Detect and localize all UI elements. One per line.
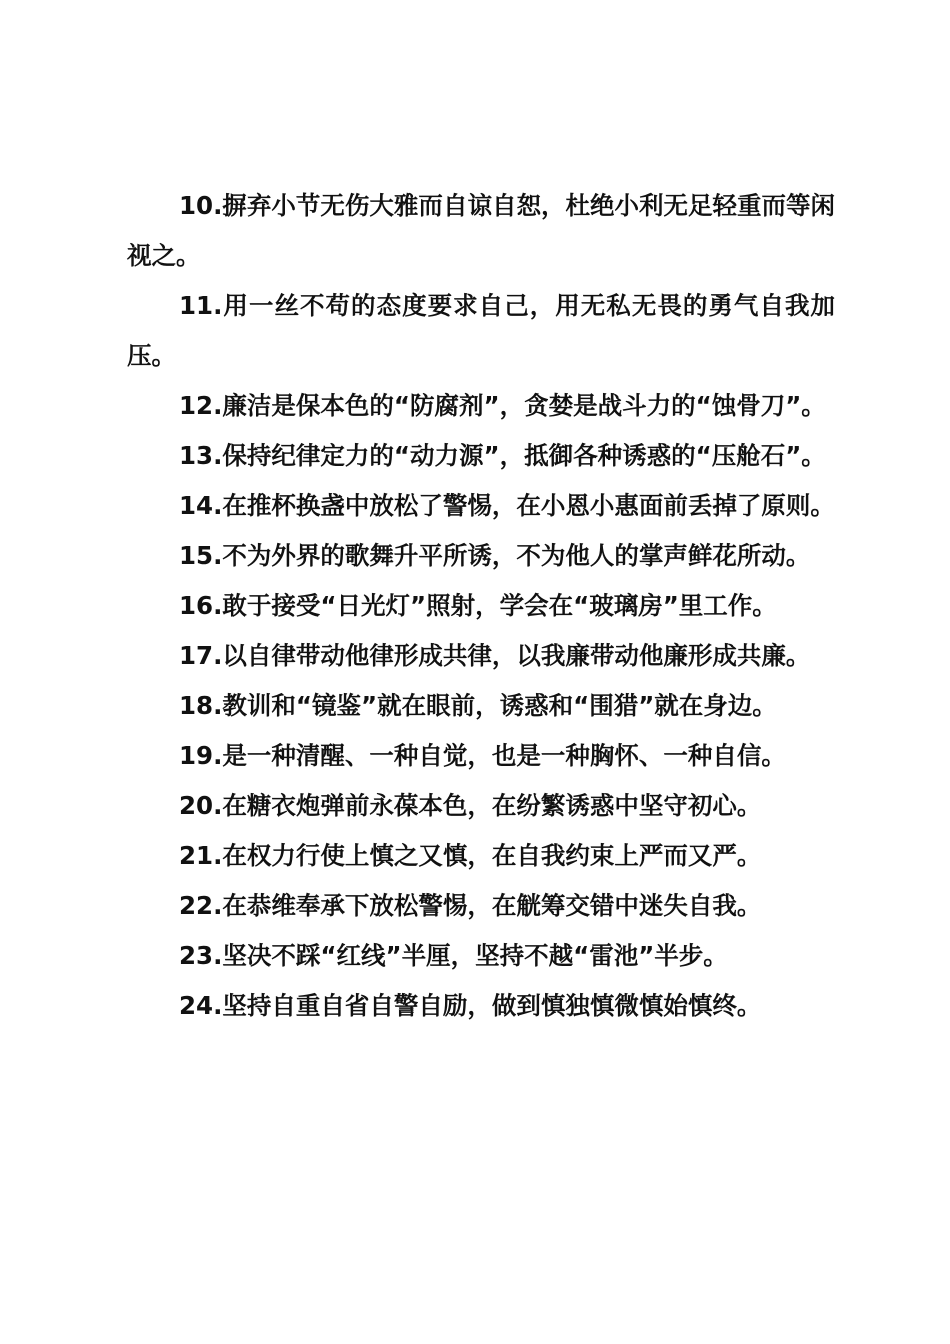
list-item-18: 18.教训和“镜鉴”就在眼前，诱惑和“围猎”就在身边。: [179, 691, 777, 720]
list-item-23: 23.坚决不踩“红线”半厘，坚持不越“雷池”半步。: [179, 941, 728, 970]
list-item-15: 15.不为外界的歌舞升平所诱，不为他人的掌声鲜花所动。: [179, 541, 811, 570]
list-item-24: 24.坚持自重自省自警自励，做到慎独慎微慎始慎终。: [179, 991, 762, 1020]
list-item-21: 21.在权力行使上慎之又慎，在自我约束上严而又严。: [179, 841, 762, 870]
list-item-11: 11.用一丝不苟的态度要求自己，用无私无畏的勇气自我加压。: [127, 291, 835, 370]
list-item-19: 19.是一种清醒、一种自觉，也是一种胸怀、一种自信。: [179, 741, 786, 770]
list-item-22: 22.在恭维奉承下放松警惕，在觥筹交错中迷失自我。: [179, 891, 762, 920]
list-item-16: 16.敢于接受“日光灯”照射，学会在“玻璃房”里工作。: [179, 591, 777, 620]
list-item-13: 13.保持纪律定力的“动力源”，抵御各种诱惑的“压舱石”。: [179, 441, 826, 470]
list-item-12: 12.廉洁是保本色的“防腐剂”，贪婪是战斗力的“蚀骨刀”。: [179, 391, 826, 420]
list-item-14: 14.在推杯换盏中放松了警惕，在小恩小惠面前丢掉了原则。: [179, 491, 835, 520]
document-body: [127, 181, 835, 1031]
list-item-20: 20.在糖衣炮弹前永葆本色，在纷繁诱惑中坚守初心。: [179, 791, 762, 820]
list-item-10: 10.摒弃小节无伤大雅而自谅自恕，杜绝小利无足轻重而等闲视之。: [127, 191, 835, 270]
list-item-17: 17.以自律带动他律形成共律，以我廉带动他廉形成共廉。: [179, 641, 811, 670]
